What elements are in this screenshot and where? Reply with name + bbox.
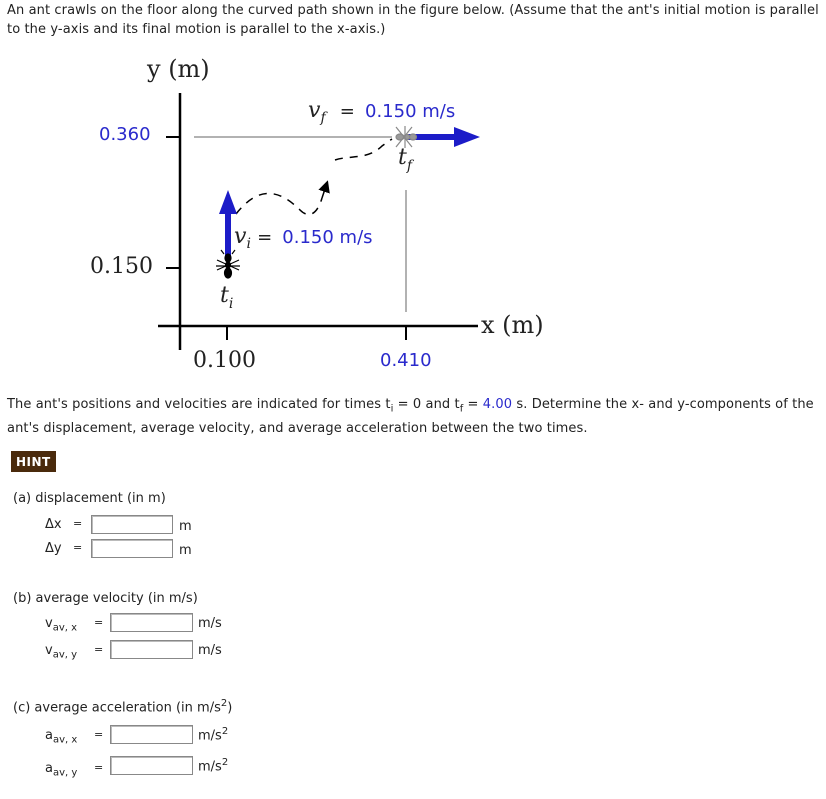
x-tick-label-left: 0.100 <box>193 348 256 373</box>
hint-button[interactable]: HINT <box>11 451 56 472</box>
vav-x-sym: v <box>45 616 53 631</box>
problem-text-b: = 0 and t <box>393 397 460 412</box>
part-a-label: (a) displacement (in m) <box>13 491 166 506</box>
y-tick-label-high: 0.360 <box>99 124 151 145</box>
path-segment-1 <box>236 193 322 214</box>
problem-ti-sub: i <box>390 403 394 415</box>
vf-equals: = <box>339 101 355 122</box>
aav-y-equals: = <box>94 761 104 774</box>
vi-value: 0.150 m/s <box>282 227 373 248</box>
part-b-label: (b) average velocity (in m/s) <box>13 591 198 606</box>
initial-velocity-label <box>234 224 373 252</box>
aav-y-unit-sup: 2 <box>221 757 229 768</box>
tf-symbol: t <box>398 145 407 170</box>
delta-y-equals: = <box>73 541 83 554</box>
initial-velocity-arrow-head <box>219 190 237 214</box>
aav-x-unit-text: m/s <box>198 728 222 744</box>
ti-subscript: i <box>228 296 234 312</box>
part-c-label-text: (c) average acceleration (in m/s <box>13 700 221 716</box>
x-tick-label-right: 0.410 <box>380 350 432 371</box>
ti-symbol: t <box>220 283 229 308</box>
aav-x-unit <box>198 726 228 743</box>
final-time-label <box>398 145 412 174</box>
vav-x-input[interactable] <box>110 613 193 632</box>
vav-x-symbol <box>45 616 77 634</box>
ant-path-figure <box>0 45 826 385</box>
intro-line-1: An ant crawls on the floor along the curved path shown in the figure below. (Assume that the ant's initial motion is parallel <box>7 3 819 18</box>
vav-y-unit: m/s <box>198 643 222 658</box>
delta-y-symbol: Δy <box>45 541 62 556</box>
aav-y-input[interactable] <box>110 756 193 775</box>
delta-x-input[interactable] <box>91 515 173 534</box>
vi-subscript: i <box>246 236 251 252</box>
vav-x-sub: av, x <box>52 622 78 634</box>
aav-x-input[interactable] <box>110 725 193 744</box>
initial-time-label <box>220 283 233 312</box>
aav-y-unit-text: m/s <box>198 759 222 775</box>
path-direction-arrow <box>322 186 326 198</box>
problem-line-1 <box>7 395 819 419</box>
part-c-label-sup: 2 <box>220 698 228 709</box>
delta-x-equals: = <box>73 517 83 530</box>
aav-x-unit-sup: 2 <box>221 726 229 737</box>
vav-x-equals: = <box>94 616 104 629</box>
path-segment-2 <box>335 139 392 160</box>
part-c-label-close: ) <box>227 700 233 716</box>
vav-y-symbol <box>45 643 77 661</box>
vf-value: 0.150 m/s <box>365 101 456 122</box>
problem-line-2: ant's displacement, average velocity, and average acceleration between the two times. <box>7 420 588 436</box>
delta-y-unit: m <box>179 543 192 558</box>
problem-tf-sub: f <box>459 403 464 415</box>
vav-x-unit: m/s <box>198 616 222 631</box>
delta-x-symbol: Δx <box>45 517 62 532</box>
part-c-label <box>13 698 232 715</box>
aav-y-unit <box>198 757 228 774</box>
vav-y-input[interactable] <box>110 640 193 659</box>
intro-text <box>7 1 819 39</box>
y-tick-label-low: 0.150 <box>90 254 153 279</box>
vi-symbol: v <box>234 224 247 249</box>
aav-x-sym: a <box>45 728 53 743</box>
vav-y-sub: av, y <box>52 649 78 661</box>
problem-text-d: s. Determine the x- and y-components of the <box>512 397 814 412</box>
vf-symbol: v <box>308 98 321 123</box>
vi-equals: = <box>257 227 273 248</box>
aav-x-equals: = <box>94 728 104 741</box>
intro-line-2: to the y-axis and its final motion is parallel to the x-axis.) <box>7 22 386 37</box>
aav-y-sym: a <box>45 761 53 776</box>
aav-x-symbol <box>45 728 77 746</box>
ant-initial-icon <box>216 250 240 278</box>
aav-y-symbol <box>45 761 77 779</box>
aav-y-sub: av, y <box>52 767 78 779</box>
tf-subscript: f <box>406 158 413 174</box>
problem-statement <box>7 395 819 438</box>
problem-tf-value: 4.00 <box>482 397 513 412</box>
problem-text-a: The ant's positions and velocities are indicated for times t <box>7 397 391 412</box>
problem-text-c: = <box>463 397 483 412</box>
vav-y-sym: v <box>45 643 53 658</box>
x-axis-label: x (m) <box>481 311 544 339</box>
vav-y-equals: = <box>94 643 104 656</box>
delta-x-unit: m <box>179 519 192 534</box>
final-velocity-arrow-head <box>454 127 480 147</box>
vf-subscript: f <box>320 110 326 126</box>
y-axis-label: y (m) <box>147 55 210 83</box>
delta-y-input[interactable] <box>91 539 173 558</box>
final-velocity-label <box>308 98 455 126</box>
aav-x-sub: av, x <box>52 734 78 746</box>
